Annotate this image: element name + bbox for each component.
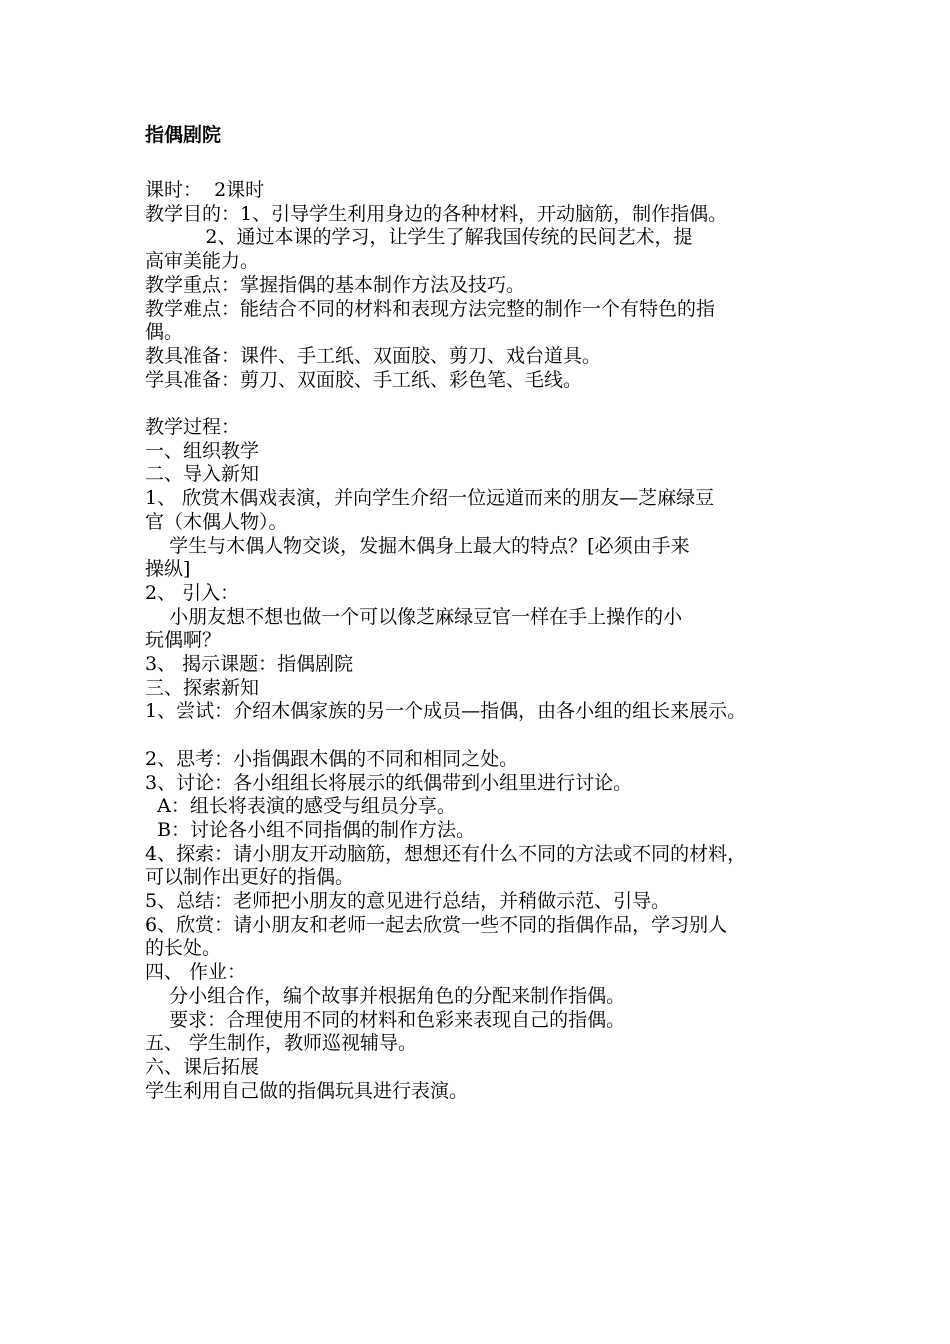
text-line: 官（木偶人物）。	[145, 510, 288, 533]
blank-line	[145, 392, 825, 416]
text-line: 学生与木偶人物交谈，发掘木偶身上最大的特点？[必须由手来	[145, 534, 690, 557]
document-title: 指偶剧院	[145, 124, 222, 146]
text-line: 学生利用自己做的指偶玩具进行表演。	[145, 1079, 469, 1102]
text-line: 三、探索新知	[145, 676, 260, 699]
document-page	[145, 122, 825, 1103]
text-line: 1、尝试：介绍木偶家族的另一个成员—指偶，由各小组的组长来展示。	[145, 700, 747, 723]
text-line: 偶。	[145, 321, 184, 344]
text-line: 2、 引入：	[145, 581, 240, 604]
text-line: 五、 学生制作，教师巡视辅导。	[145, 1032, 418, 1055]
text-line: 教学重点：掌握指偶的基本制作方法及技巧。	[145, 273, 526, 296]
text-line: 课时： 2课时	[145, 179, 265, 201]
text-line: 二、导入新知	[145, 463, 260, 486]
text-line: B：讨论各小组不同指偶的制作方法。	[145, 818, 476, 841]
text-line: 4、探索：请小朋友开动脑筋，想想还有什么不同的方法或不同的材料，	[145, 842, 747, 865]
text-line: 可以制作出更好的指偶。	[145, 866, 355, 889]
text-line: 玩偶啊？	[145, 629, 222, 652]
text-line: 教学过程：	[145, 416, 241, 439]
text-line: A：组长将表演的感受与组员分享。	[145, 795, 456, 818]
text-line: 教学难点：能结合不同的材料和表现方法完整的制作一个有特色的指	[145, 297, 716, 320]
text-line: 四、 作业：	[145, 961, 247, 984]
text-line: 学具准备：剪刀、双面胶、手工纸、彩色笔、毛线。	[145, 368, 583, 391]
text-line: 教具准备：课件、手工纸、双面胶、剪刀、戏台道具。	[145, 344, 602, 367]
text-line: 2、思考：小指偶跟木偶的不同和相同之处。	[145, 747, 519, 770]
text-line: 小朋友想不想也做一个可以像芝麻绿豆官一样在手上操作的小	[145, 605, 683, 628]
text-line: 5、总结：老师把小朋友的意见进行总结，并稍做示范、引导。	[145, 890, 671, 913]
text-line: 的长处。	[145, 937, 222, 960]
text-line: 一、组织教学	[145, 439, 260, 462]
title-spacing	[145, 148, 825, 179]
text-line: 操纵]	[145, 558, 191, 581]
blank-line	[145, 724, 825, 748]
text-line: 2、通过本课的学习，让学生了解我国传统的民间艺术，提	[145, 226, 693, 249]
text-line: 1、 欣赏木偶戏表演，并向学生介绍一位远道而来的朋友—芝麻绿豆	[145, 487, 715, 510]
text-line: 3、 揭示课题：指偶剧院	[145, 653, 354, 676]
text-line: 6、欣赏：请小朋友和老师一起去欣赏一些不同的指偶作品，学习别人	[145, 913, 728, 936]
text-line: 3、讨论：各小组组长将展示的纸偶带到小组里进行讨论。	[145, 771, 633, 794]
text-line: 教学目的：1、引导学生利用身边的各种材料，开动脑筋，制作指偶。	[145, 202, 728, 225]
document-body	[145, 179, 825, 1103]
text-line: 要求：合理使用不同的材料和色彩来表现自己的指偶。	[145, 1008, 626, 1031]
text-line: 六、课后拓展	[145, 1055, 260, 1078]
text-line: 高审美能力。	[145, 250, 260, 273]
text-line: 分小组合作，编个故事并根据角色的分配来制作指偶。	[145, 984, 626, 1007]
